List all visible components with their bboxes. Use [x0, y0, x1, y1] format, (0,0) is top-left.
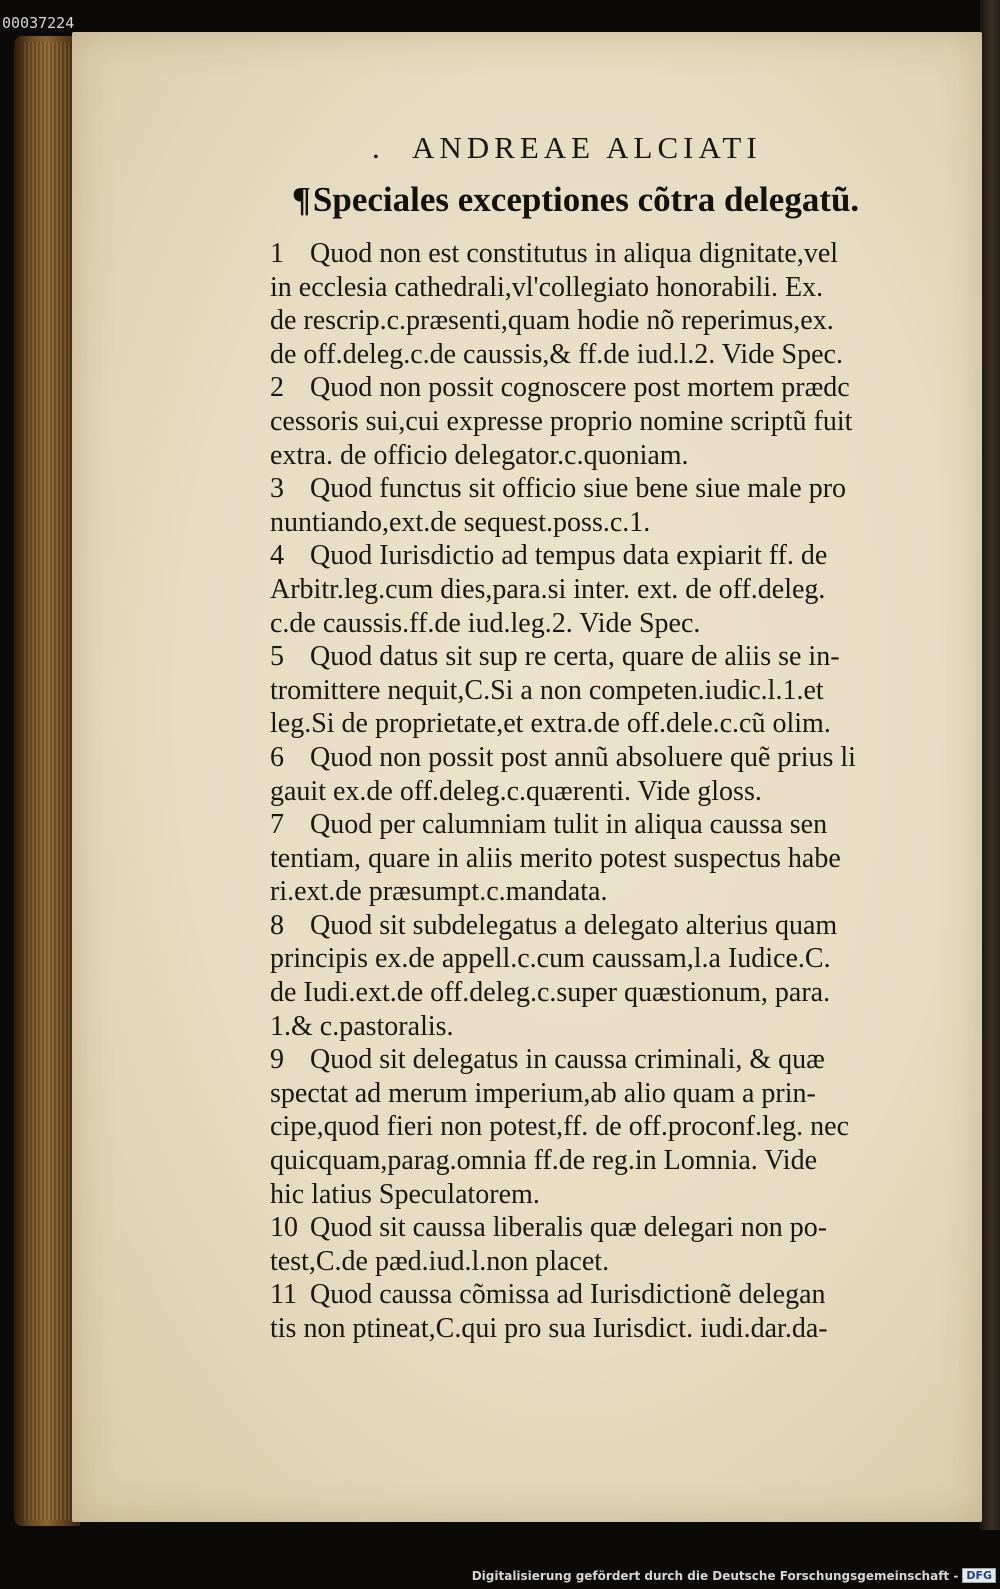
book-page	[72, 32, 982, 1522]
line-text: Quod sit caussa liberalis quæ delegari non po-	[310, 1212, 828, 1244]
line-text: hic latius Speculatorem.	[270, 1178, 540, 1210]
line-text: gauit ex.de off.deleg.c.quærenti. Vide gloss.	[270, 775, 762, 807]
digitization-credit	[472, 1568, 996, 1583]
line-text: nuntiando,ext.de sequest.poss.c.1.	[270, 506, 651, 538]
exception-number: 3	[270, 473, 284, 505]
dfg-logo: DFG	[962, 1568, 996, 1583]
line-text: Quod non possit cognoscere post mortem prædc	[310, 372, 850, 404]
text-line	[270, 640, 970, 674]
scan-id: 00037224	[2, 14, 75, 32]
credit-text: Digitalisierung gefördert durch die Deutsche Forschungsgemeinschaft -	[471, 1568, 959, 1583]
line-text: test,C.de pæd.iud.l.non placet.	[270, 1245, 610, 1277]
body-text	[270, 237, 970, 1347]
text-line	[270, 304, 970, 338]
line-text: in ecclesia cathedrali,vl'collegiato honorabili. Ex.	[270, 271, 824, 303]
exception-number: 10	[270, 1212, 298, 1244]
line-text: Quod caussa cõmissa ad Iurisdictionẽ delegan	[310, 1279, 826, 1311]
book-fore-edge	[14, 36, 80, 1526]
text-line	[270, 1110, 970, 1144]
pilcrow-mark: ¶	[292, 180, 311, 219]
exception-number: 9	[270, 1044, 284, 1076]
line-text: cipe,quod fieri non potest,ff. de off.proconf.leg. nec	[270, 1111, 850, 1143]
text-line	[270, 875, 970, 909]
line-text: Quod per calumniam tulit in aliqua caussa sen	[310, 809, 828, 841]
running-head-title: ANDREAE ALCIATI	[412, 130, 762, 165]
text-line	[270, 237, 970, 271]
line-text: Quod sit subdelegatus a delegato alterius quam	[310, 909, 838, 941]
text-line	[270, 976, 970, 1010]
text-line	[270, 573, 970, 607]
line-text: Quod functus sit officio siue bene siue male pro	[310, 473, 847, 505]
text-line	[270, 539, 970, 573]
line-text: c.de caussis.ff.de iud.leg.2. Vide Spec.	[270, 607, 701, 639]
line-text: Quod non est constitutus in aliqua dignitate,vel	[310, 238, 839, 269]
text-line	[270, 1245, 970, 1279]
text-line	[270, 775, 970, 809]
text-line	[270, 439, 970, 473]
section-heading	[292, 180, 952, 220]
text-line	[270, 607, 970, 641]
line-text: extra. de officio delegator.c.quoniam.	[270, 439, 689, 471]
text-line	[270, 1077, 970, 1111]
running-head	[372, 130, 892, 170]
exception-number: 6	[270, 741, 284, 773]
line-text: quicquam,parag.omnia ff.de reg.in Lomnia. Vide	[270, 1145, 818, 1177]
text-line	[270, 1211, 970, 1245]
text-line	[270, 909, 970, 943]
text-line	[270, 338, 970, 372]
line-text: leg.Si de proprietate,et extra.de off.dele.c.cũ olim.	[270, 708, 831, 740]
line-text: 1.& c.pastoralis.	[270, 1010, 454, 1042]
text-line	[270, 271, 970, 305]
text-line	[270, 506, 970, 540]
exception-number: 8	[270, 909, 284, 941]
text-line	[270, 1043, 970, 1077]
line-text: tis non ptineat,C.qui pro sua Iurisdict. iudi.dar.da-	[270, 1313, 828, 1344]
text-line	[270, 371, 970, 405]
text-line	[270, 942, 970, 976]
line-text: de rescrip.c.præsenti,quam hodie nõ reperimus,ex.	[270, 305, 834, 337]
running-head-marker: .	[372, 130, 380, 165]
line-text: Quod datus sit sup re certa, quare de aliis se in-	[310, 641, 840, 673]
text-line	[270, 405, 970, 439]
text-line	[270, 1010, 970, 1044]
text-line	[270, 741, 970, 775]
line-text: Quod sit delegatus in caussa criminali, & quæ	[310, 1044, 825, 1076]
line-text: Arbitr.leg.cum dies,para.si inter. ext. de off.deleg.	[270, 573, 826, 605]
line-text: cessoris sui,cui expresse proprio nomine scriptũ fuit	[270, 405, 853, 437]
exception-number: 11	[270, 1279, 297, 1311]
exception-number: 1	[270, 238, 284, 269]
exception-number: 7	[270, 809, 284, 841]
exception-number: 4	[270, 540, 284, 572]
text-line	[270, 808, 970, 842]
text-line	[270, 674, 970, 708]
exception-number: 2	[270, 372, 284, 404]
line-text: de Iudi.ext.de off.deleg.c.super quæstionum, para.	[270, 977, 831, 1009]
exception-number: 5	[270, 641, 284, 673]
text-line	[270, 1144, 970, 1178]
line-text: Quod non possit post annũ absoluere quẽ prius li	[310, 741, 856, 773]
line-text: de off.deleg.c.de caussis,& ff.de iud.l.2. Vide Spec.	[270, 338, 843, 370]
line-text: tromittere nequit,C.Si a non competen.iudic.l.1.et	[270, 674, 824, 706]
line-text: tentiam, quare in aliis merito potest suspectus habe	[270, 842, 841, 874]
text-line	[270, 842, 970, 876]
line-text: Quod Iurisdictio ad tempus data expiarit ff. de	[310, 540, 828, 572]
text-line	[270, 1278, 970, 1312]
section-heading-text: Speciales exceptiones cõtra delegatũ.	[312, 180, 860, 219]
text-line	[270, 472, 970, 506]
text-line	[270, 707, 970, 741]
line-text: spectat ad merum imperium,ab alio quam a prin-	[270, 1077, 816, 1109]
line-text: ri.ext.de præsumpt.c.mandata.	[270, 876, 608, 908]
line-text: principis ex.de appell.c.cum caussam,l.a Iudice.C.	[270, 943, 831, 975]
book-spine	[980, 0, 1000, 1530]
text-line	[270, 1178, 970, 1212]
text-line	[270, 1312, 970, 1346]
